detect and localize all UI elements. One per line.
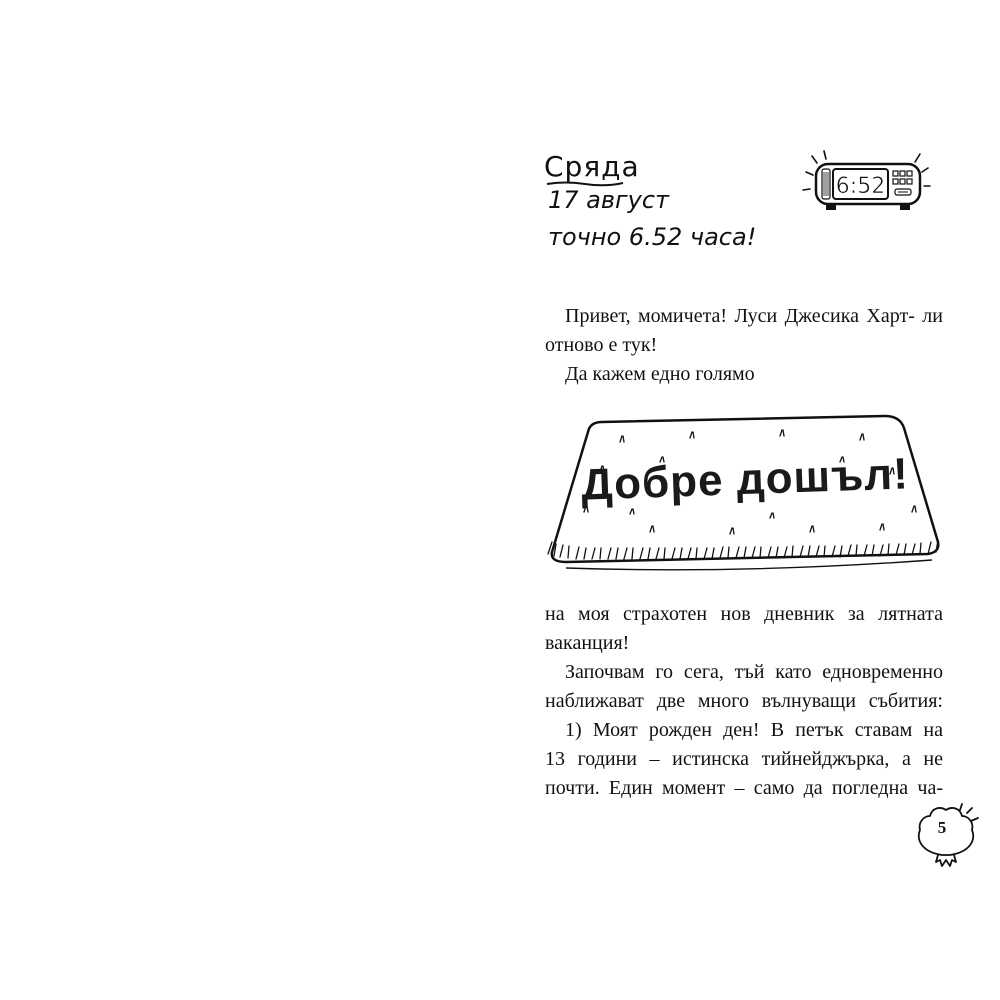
body-line: 13 години – истинска тийнейджърка, а не: [545, 748, 943, 770]
body-line: почти. Един момент – само да погледна ча-: [545, 777, 943, 799]
body-line: наближават две много вълнуващи събития:: [545, 690, 943, 712]
body-line: Започвам го сега, тъй като едновременно: [565, 661, 943, 683]
page-number: 5: [937, 818, 947, 837]
welcome-rug-text: Добре дошъл!: [580, 449, 910, 510]
diary-body-paragraph: [545, 600, 943, 803]
alarm-clock-icon: [800, 148, 935, 220]
intro-paragraph: Привет, момичета! Луси Джесика Харт- ли отново е тук!: [545, 305, 943, 356]
body-line: ваканция!: [545, 632, 630, 654]
diary-date: 17 август: [548, 186, 670, 214]
diary-day-heading: Сряда: [544, 150, 640, 183]
welcome-lead-paragraph: Да кажем едно голямо: [565, 363, 755, 385]
diary-time-note: точно 6.52 часа!: [548, 223, 757, 251]
body-line: на моя страхотен нов дневник за лятната: [545, 603, 943, 625]
body-line: 1) Моят рожден ден! В петък ставам на: [565, 719, 943, 741]
clock-display: 6:52: [835, 174, 886, 199]
